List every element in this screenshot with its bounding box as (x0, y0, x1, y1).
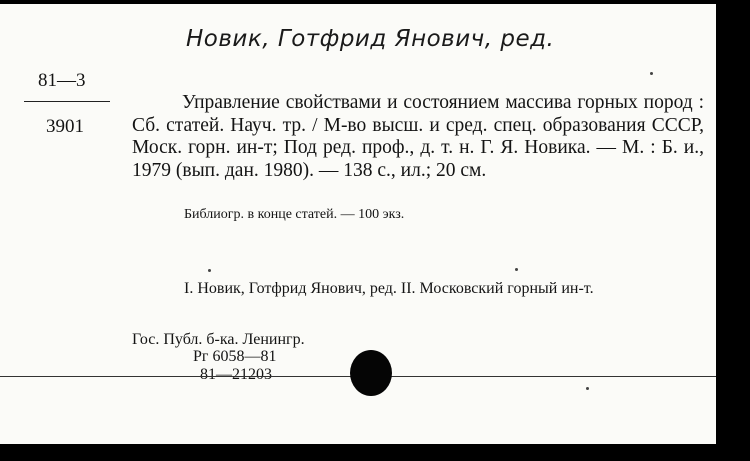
punch-hole (350, 350, 392, 396)
call-number-divider (24, 101, 110, 102)
handwritten-note: Новик, Готфрид Янович, ред. (186, 26, 555, 52)
catalog-card (0, 4, 716, 444)
dust-speck (208, 269, 211, 272)
dust-speck (650, 72, 653, 75)
bibliography-note: Библиогр. в конце статей. — 100 экз. (184, 207, 405, 222)
control-number-2: 81—21203 (200, 366, 272, 383)
library-name: Гос. Публ. б-ка. Ленингр. (132, 331, 305, 348)
call-number-top: 81—3 (38, 70, 86, 91)
dust-speck (515, 268, 518, 271)
call-number-bottom: 3901 (46, 116, 84, 137)
control-number-1: Рг 6058—81 (193, 348, 277, 365)
tracings: I. Новик, Готфрид Янович, ред. II. Московский горный ин-т. (184, 280, 594, 297)
dust-speck (586, 387, 589, 390)
main-entry: Управление свойствами и состоянием массива горных пород : Сб. статей. Науч. тр. / М-во высш. и сред. спец. образования СССР, Моск. горн. ин-т; Под ред. проф., д. т. н. Г. Я. Новика. — М. : Б. и., 1979 (вып. дан. 1980). — 138 с., ил.; 20 см. (132, 92, 704, 181)
